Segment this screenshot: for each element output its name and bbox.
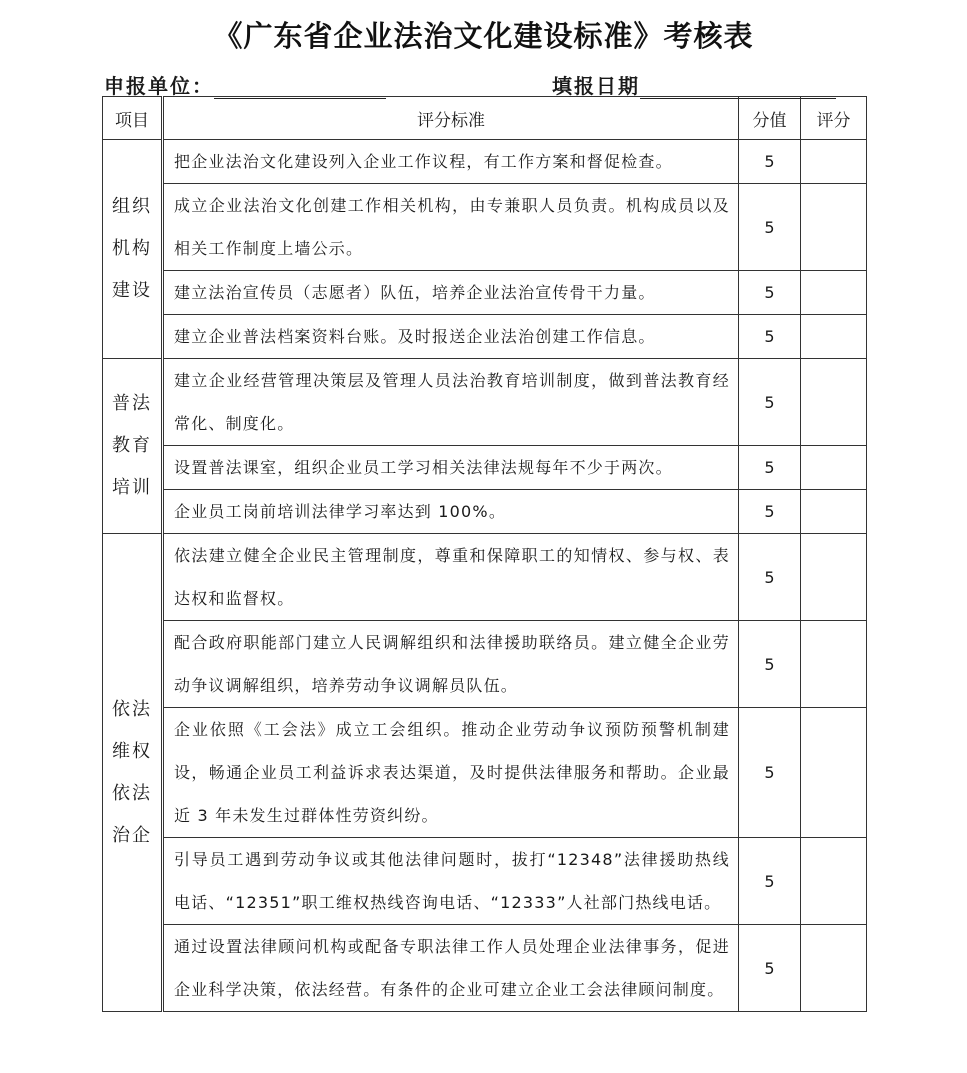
table-row [103,140,867,184]
category-cell [103,534,163,1012]
points-cell: 5 [739,271,801,315]
rating-cell[interactable] [801,315,867,359]
table-row [103,315,867,359]
points-cell: 5 [739,621,801,708]
applicant-unit-label: 申报单位： [104,74,214,98]
table-row [103,490,867,534]
criteria-cell: 设置普法课室，组织企业员工学习相关法律法规每年不少于两次。 [163,446,739,490]
rating-cell[interactable] [801,534,867,621]
header-row [103,97,867,140]
category-line: 普法 [112,393,152,414]
assessment-table [102,96,867,1012]
criteria-cell: 建立企业经营管理决策层及管理人员法治教育培训制度，做到普法教育经常化、制度化。 [163,359,739,446]
table-row [103,271,867,315]
points-cell: 5 [739,140,801,184]
criteria-cell: 通过设置法律顾问机构或配备专职法律工作人员处理企业法律事务，促进企业科学决策，依法经营。有条件的企业可建立企业工会法律顾问制度。 [163,925,739,1012]
criteria-cell: 建立企业普法档案资料台账。及时报送企业法治创建工作信息。 [163,315,739,359]
category-line: 机构 [112,238,152,259]
report-date-label: 填报日期 [552,74,640,98]
category-line: 组织 [112,196,152,217]
category-cell [103,359,163,534]
table-row [103,838,867,925]
rating-cell[interactable] [801,621,867,708]
rating-cell[interactable] [801,446,867,490]
rating-cell[interactable] [801,708,867,838]
criteria-cell: 配合政府职能部门建立人民调解组织和法律援助联络员。建立健全企业劳动争议调解组织，培养劳动争议调解员队伍。 [163,621,739,708]
rating-cell[interactable] [801,925,867,1012]
category-line: 教育 [112,435,152,456]
category-line: 依法 [112,782,152,804]
rating-cell[interactable] [801,271,867,315]
criteria-cell: 成立企业法治文化创建工作相关机构，由专兼职人员负责。机构成员以及相关工作制度上墙公示。 [163,184,739,271]
criteria-cell: 建立法治宣传员（志愿者）队伍，培养企业法治宣传骨干力量。 [163,271,739,315]
rating-cell[interactable] [801,140,867,184]
rating-cell[interactable] [801,184,867,271]
table-row [103,925,867,1012]
category-line: 建设 [112,280,152,301]
points-cell: 5 [739,315,801,359]
header-item: 项目 [103,97,163,140]
applicant-unit [104,70,386,99]
category-line: 维权 [112,740,152,762]
points-cell: 5 [739,359,801,446]
table-row [103,621,867,708]
header-rating: 评分 [801,97,867,140]
table-row [103,534,867,621]
rating-cell[interactable] [801,490,867,534]
table-row [103,359,867,446]
criteria-cell: 依法建立健全企业民主管理制度，尊重和保障职工的知情权、参与权、表达权和监督权。 [163,534,739,621]
points-cell: 5 [739,534,801,621]
table-row [103,446,867,490]
rating-cell[interactable] [801,359,867,446]
category-line: 治企 [112,824,152,846]
category-line: 依法 [112,698,152,720]
points-cell: 5 [739,708,801,838]
criteria-cell: 企业依照《工会法》成立工会组织。推动企业劳动争议预防预警机制建设，畅通企业员工利益诉求表达渠道，及时提供法律服务和帮助。企业最近 3 年未发生过群体性劳资纠纷。 [163,708,739,838]
header-criteria: 评分标准 [163,97,739,140]
points-cell: 5 [739,184,801,271]
document-title: 《广东省企业法治文化建设标准》考核表 [213,19,754,53]
criteria-cell: 引导员工遇到劳动争议或其他法律问题时，拔打“12348”法律援助热线电话、“12351”职工维权热线咨询电话、“12333”人社部门热线电话。 [163,838,739,925]
points-cell: 5 [739,925,801,1012]
points-cell: 5 [739,446,801,490]
category-cell [103,140,163,359]
category-line: 培训 [112,477,152,498]
table-row [103,184,867,271]
header-points: 分值 [739,97,801,140]
points-cell: 5 [739,490,801,534]
points-cell: 5 [739,838,801,925]
criteria-cell: 企业员工岗前培训法律学习率达到 100%。 [163,490,739,534]
rating-cell[interactable] [801,838,867,925]
report-date [552,70,836,99]
table-row [103,708,867,838]
criteria-cell: 把企业法治文化建设列入企业工作议程，有工作方案和督促检查。 [163,140,739,184]
